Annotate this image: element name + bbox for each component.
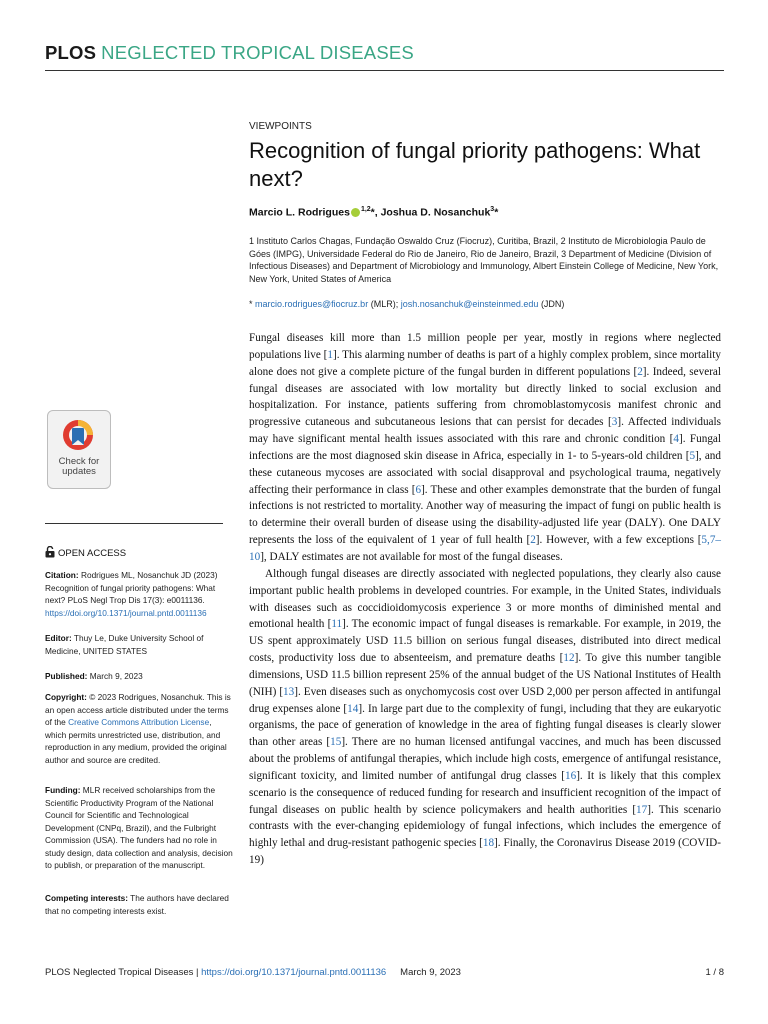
affiliations: 1 Instituto Carlos Chagas, Fundação Oswaldo Cruz (Fiocruz), Curitiba, Brazil, 2 Instituto de Microbiologia Paulo de Góes (IMPG), Universidade Federal do Rio de Janeiro, Rio de Janeiro, Brazil, 3 Department of Medicine (Division of Infectious Diseases) and Department of Microbiology and Immunology, Albert Einstein College of Medicine, New York, New York, United States of America <box>249 236 719 284</box>
competing-interests-block <box>45 892 235 917</box>
body-text-segment: ]. Finally, the Coronavirus Disease 2019 (COVID-19) <box>249 837 721 867</box>
body-text-segment: ], DALY estimates are not available for most of the fungal diseases. <box>260 550 563 563</box>
orcid-icon[interactable] <box>351 208 360 217</box>
citation-reference-link[interactable]: 5,7–10 <box>249 534 721 563</box>
citation-reference-link[interactable]: 1 <box>327 348 333 361</box>
affiliation-marker: 1,2 <box>360 206 371 213</box>
editor-label: Editor: <box>45 633 72 643</box>
footer-date: March 9, 2023 <box>400 967 461 978</box>
competing-interests-label: Competing interests: <box>45 893 128 903</box>
crossmark-icon <box>62 419 94 451</box>
citation-doi-link[interactable]: https://doi.org/10.1371/journal.pntd.0011136 <box>45 607 207 618</box>
email-link[interactable]: josh.nosanchuk@einsteinmed.edu <box>400 299 539 309</box>
body-text-segment: ], and these cutaneous mycoses are associated with social disapproval and psychological trauma, negatively affecting their performance in class [ <box>249 449 721 496</box>
email-note: (JDN) <box>538 299 565 309</box>
citation-reference-link[interactable]: 16 <box>565 769 577 782</box>
email-prefix: * <box>249 299 256 309</box>
page-footer <box>45 967 724 978</box>
corresponding-marker: * <box>494 206 499 219</box>
copyright-text: , which permits unrestricted use, distribution, and reproduction in any medium, provided the original author and source are credited. <box>45 717 227 765</box>
body-paragraph <box>249 330 721 566</box>
editor-block <box>45 632 235 657</box>
body-text-segment: ]. Indeed, several fungal diseases are associated with low mortality but directly linked to social exclusion and hospitalization. For instance, patients suffering from chromoblastomycosis manifest chronic and progressive cutaneous and subcutaneous lesions that can persist for decades [ <box>249 365 721 429</box>
body-paragraph <box>249 566 721 869</box>
copyright-text: © 2023 Rodrigues, Nosanchuk. This is an open access article distributed under the terms of the <box>45 692 231 727</box>
copyright-label: Copyright: <box>45 692 87 702</box>
journal-header <box>45 42 414 64</box>
license-link[interactable]: Creative Commons Attribution License <box>68 717 210 727</box>
article-body <box>249 330 721 869</box>
author-name[interactable]: Marcio L. Rodrigues <box>249 206 350 219</box>
citation-reference-link[interactable]: 17 <box>636 803 648 816</box>
funding-label: Funding: <box>45 785 81 795</box>
body-text-segment: ]. The economic impact of fungal diseases is remarkable. For example, in 2019, the US spent approximately USD 11.5 billion on serious fungal diseases, distributed into direct medical costs, productivity loss due to absenteeism, and premature deaths [ <box>249 618 721 665</box>
citation-reference-link[interactable]: 5 <box>689 449 696 462</box>
body-text-segment: ]. These and other examples demonstrate that the burden of fungal infections is not restricted to mortality. Another way of measuring the impact of fungi on public health is to determine their overall burden of disease using the disability-adjusted life year (DALY). One DALY represents the loss of the equivalent of 1 year of full health [ <box>249 483 721 547</box>
citation-reference-link[interactable]: 12 <box>563 652 575 665</box>
journal-name: NEGLECTED TROPICAL DISEASES <box>101 42 414 63</box>
body-text-segment: Although fungal diseases are directly associated with neglected populations, they clearly also cause important public health problems in developed countries. For example, in the United States, individuals with diseases such as coccidioidomycosis experience 3 or more months of diminished mental and emotional health [ <box>249 567 721 631</box>
open-lock-icon <box>45 546 55 558</box>
copyright-block <box>45 691 235 766</box>
citation-reference-link[interactable]: 15 <box>330 736 342 749</box>
body-text-segment: ]. Even diseases such as onychomycosis cost over USD 2,000 per person affected in antifungal drug expenses alone [ <box>249 685 721 715</box>
citation-reference-link[interactable]: 14 <box>347 702 359 715</box>
body-text-segment: ]. Fungal infections are the most diagnosed skin disease in Africa, especially in 1- to 5-years-old children [ <box>249 433 721 462</box>
citation-reference-link[interactable]: 4 <box>673 433 679 446</box>
header-divider <box>45 70 724 71</box>
citation-reference-link[interactable]: 2 <box>637 365 643 378</box>
body-text-segment: ]. In large part due to the complexity of fungi, including that they are eukaryotic organisms, the pace of generation of knowledge in the area of fighting fungal diseases is clearly slower than other areas [ <box>249 702 721 749</box>
competing-interests-text: The authors have declared that no competing interests exist. <box>45 893 229 916</box>
body-text-segment: ]. This scenario contrasts with the ever-changing epidemiology of fungal infections, which includes the emergence of highly lethal and drug-resistant pathogenic species [ <box>249 803 721 850</box>
page-number: 1 / 8 <box>705 967 724 978</box>
author-emails <box>249 299 564 309</box>
body-text-segment: ]. To give this number tangible dimensions, USD 11.5 billion represent 25% of the annual budget of the US National Institutes of Health (NIH) [ <box>249 652 721 698</box>
editor-text: Thuy Le, Duke University School of Medicine, UNITED STATES <box>45 633 204 656</box>
body-text-segment: ]. However, with a few exceptions [ <box>535 534 702 547</box>
citation-text: Rodrigues ML, Nosanchuk JD (2023) Recognition of fungal priority pathogens: What next? PLoS Negl Trop Dis 17(3): e0011136. <box>45 570 218 605</box>
funding-text: MLR received scholarships from the Scientific Productivity Program of the National Council for Scientific and Technological Development (CNPq, Brazil), and the Fulbright Commission (USA). The funders had no role in study design, data collection and analysis, decision to publish, or preparation of the manuscript. <box>45 785 233 870</box>
section-label: VIEWPOINTS <box>249 121 312 132</box>
article-title: Recognition of fungal priority pathogens: What next? <box>249 138 701 191</box>
check-for-updates-label: Check for updates <box>58 456 100 477</box>
body-text-segment: ]. This alarming number of deaths is part of a highly complex problem, since mortality alone does not give a complete picture of the fungal burden in different populations [ <box>249 348 721 378</box>
body-text-segment: ]. Affected individuals may have significant mental health issues associated with this rare and chronic condition [ <box>249 416 721 446</box>
funding-block <box>45 784 235 872</box>
corresponding-marker: *, <box>370 206 381 219</box>
citation-label: Citation: <box>45 570 79 580</box>
author-list <box>249 206 498 219</box>
email-note: (MLR); <box>368 299 401 309</box>
citation-reference-link[interactable]: 2 <box>530 534 536 547</box>
sidebar-divider <box>45 523 223 524</box>
footer-journal: PLOS Neglected Tropical Diseases | <box>45 967 202 978</box>
email-link[interactable]: marcio.rodrigues@fiocruz.br <box>255 299 369 309</box>
journal-brand: PLOS <box>45 42 97 63</box>
published-label: Published: <box>45 671 88 681</box>
open-access-label <box>45 546 126 559</box>
open-access-text: OPEN ACCESS <box>58 548 127 559</box>
citation-reference-link[interactable]: 6 <box>415 483 422 496</box>
citation-reference-link[interactable]: 3 <box>611 416 618 429</box>
check-for-updates-badge[interactable] <box>47 410 111 489</box>
footer-doi-link[interactable]: https://doi.org/10.1371/journal.pntd.0011136 <box>201 967 387 978</box>
body-text-segment: ]. It is likely that this complex scenario is the consequence of reduced funding for research and insufficient recognition of the impact of fungal diseases on public health by science policymakers and health authorities [ <box>249 769 721 816</box>
citation-reference-link[interactable]: 18 <box>482 837 495 850</box>
body-text-segment: Fungal diseases kill more than 1.5 million people per year, mostly in regions where neglected populations live [ <box>249 332 721 361</box>
published-text: March 9, 2023 <box>87 671 143 681</box>
published-block <box>45 670 235 683</box>
citation-reference-link[interactable]: 11 <box>331 618 343 631</box>
citation-reference-link[interactable]: 13 <box>283 685 295 698</box>
citation-block <box>45 569 235 619</box>
affiliation-marker: 3 <box>490 206 495 213</box>
body-text-segment: ]. There are no human licensed antifungal vaccines, and much has been discussed about the problems of antifungal therapies, which include high costs, emergence of antifungal resistance, significant toxicity, and limited number of antifungal drug classes [ <box>249 736 721 782</box>
author-name[interactable]: Joshua D. Nosanchuk <box>380 206 491 219</box>
